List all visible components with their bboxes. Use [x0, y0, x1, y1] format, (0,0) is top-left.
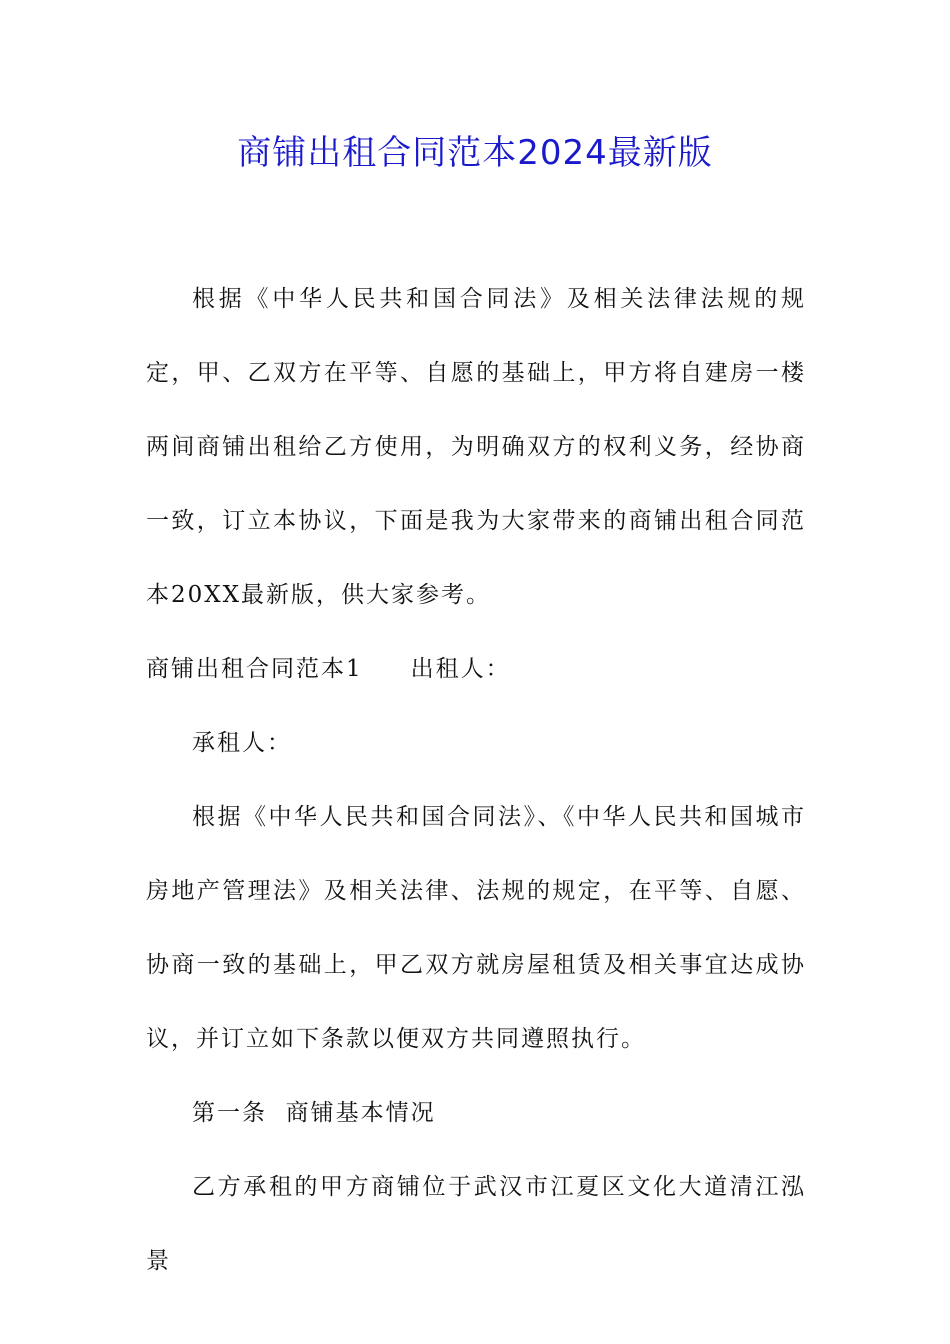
intro-paragraph: 根据《中华人民共和国合同法》及相关法律法规的规定，甲、乙双方在平等、自愿的基础上，甲方将自建房一楼两间商铺出租给乙方使用，为明确双方的权利义务，经协商一致，订立本协议，下面是我为大家带来的商铺出租合同范本20XX最新版，供大家参考。 — [146, 286, 806, 608]
article1-text: 乙方承租的甲方商铺位于武汉市江夏区文化大道清江泓景 — [146, 1174, 806, 1274]
sample-heading: 商铺出租合同范本1 — [146, 656, 363, 682]
document-body — [146, 262, 806, 1298]
sample-heading-line — [146, 632, 806, 706]
article1-heading: 第一条 商铺基本情况 — [192, 1100, 436, 1126]
lessee-label: 承租人： — [192, 730, 292, 756]
document-title: 商铺出租合同范本2024最新版 — [237, 133, 713, 173]
lessor-label: 出租人： — [410, 656, 511, 682]
basis-paragraph: 根据《中华人民共和国合同法》、《中华人民共和国城市房地产管理法》及相关法律、法规的规定，在平等、自愿、协商一致的基础上，甲乙双方就房屋租赁及相关事宜达成协议，并订立如下条款以便双方共同遵照执行。 — [146, 804, 806, 1052]
